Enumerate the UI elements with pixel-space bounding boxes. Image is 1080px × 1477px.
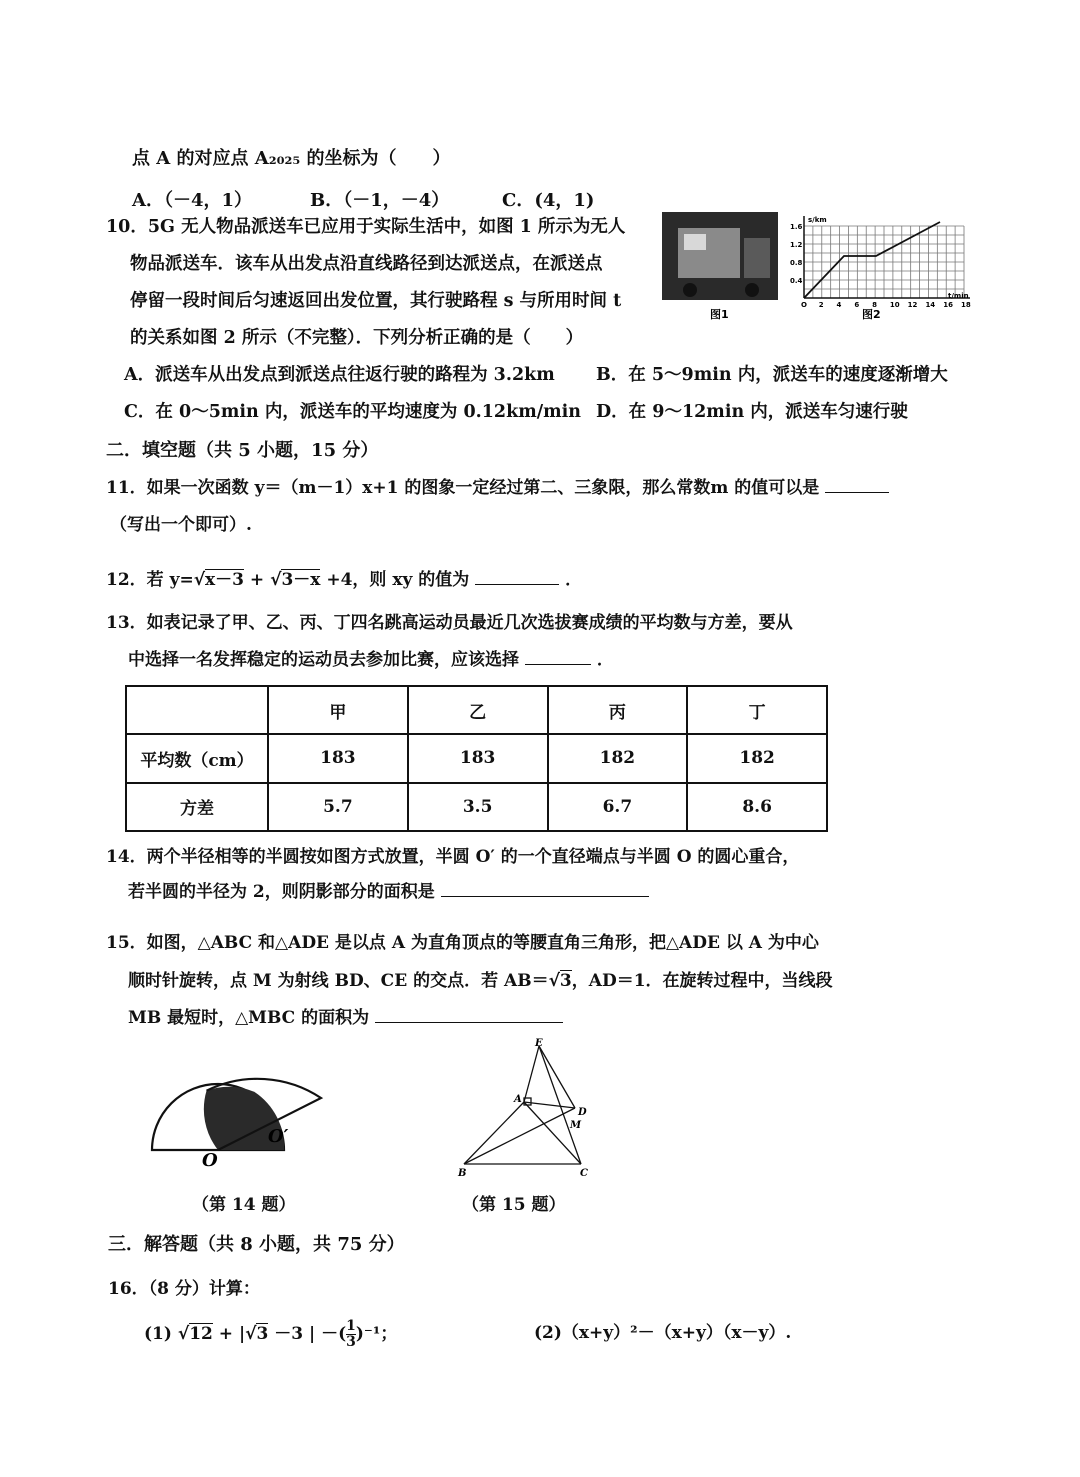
table-cell: 183 — [408, 734, 548, 782]
table-header-row — [126, 686, 827, 734]
q12-radicand-1: x－3 — [205, 570, 245, 590]
q10-fig2-label: 图2 — [862, 308, 881, 321]
q12-answer-blank[interactable] — [475, 568, 559, 585]
q10-option-d: D．在 9～12min 内，派送车匀速行驶 — [596, 402, 908, 422]
q11-line-1 — [106, 476, 889, 499]
q9-stem: 点 A 的对应点 A₂₀₂₅ 的坐标为（ ） — [132, 148, 451, 169]
x-unit: t/min — [948, 292, 969, 300]
table-header-cell: 丙 — [548, 686, 688, 734]
q16-part-2: (2)（x+y）²－（x+y）（x－y）. — [534, 1323, 792, 1343]
q11-line-2: （写出一个即可）. — [110, 515, 252, 535]
sqrt-sign-3: √ — [548, 971, 560, 991]
q16-mid: －3 | －( — [268, 1324, 347, 1344]
q15-caption: （第 15 题） — [462, 1195, 566, 1215]
q12-radicand-2: 3－x — [281, 570, 321, 590]
q10-line-3: 停留一段时间后匀速返回出发位置，其行驶路程 s 与所用时间 t — [130, 291, 622, 311]
q15-line-3 — [128, 1006, 563, 1029]
x-tick-label: 18 — [961, 301, 971, 309]
segment-ed — [539, 1046, 575, 1108]
label-o: O — [202, 1150, 218, 1170]
table-cell: 8.6 — [687, 783, 827, 831]
table-cell: 182 — [687, 734, 827, 782]
table-row — [126, 734, 827, 782]
segment-ac — [524, 1102, 581, 1164]
sqrt-sign-2: √ — [270, 570, 282, 590]
fraction-denominator: 3 — [346, 1334, 356, 1350]
label-b: B — [458, 1168, 467, 1179]
q9-option-c: C．(4，1) — [502, 190, 595, 211]
table-cell: 6.7 — [548, 783, 688, 831]
q9-option-a: A．（－4，1） — [132, 190, 253, 211]
q16-plus: + | — [212, 1324, 246, 1344]
x-tick-label: 10 — [889, 301, 900, 309]
segment-ea — [524, 1046, 539, 1102]
q13-line-2 — [128, 648, 614, 671]
segment-ad — [524, 1102, 575, 1108]
q10-line-4: 的关系如图 2 所示（不完整）．下列分析正确的是（ ） — [130, 328, 584, 348]
q12-suffix: +4，则 xy 的值为 — [320, 570, 470, 590]
segment-ab — [464, 1102, 524, 1164]
y-tick-label: 0.8 — [790, 259, 803, 267]
q16-radicand-2: 3 — [256, 1324, 269, 1344]
q13-score-table — [125, 685, 828, 832]
q13-text: 中选择一名发挥稳定的运动员去参加比赛，应该选择 — [128, 650, 519, 670]
q13-end: ． — [596, 650, 614, 670]
y-tick-label: 1.6 — [790, 223, 803, 231]
q15-text-b: ，AD＝1．在旋转过程中，当线段 — [571, 971, 833, 991]
q14-line-1: 14．两个半径相等的半圆按如图方式放置，半圆 O′ 的一个直径端点与半圆 O 的圆心重合， — [106, 847, 800, 867]
segment-bd — [464, 1108, 575, 1164]
table-header-cell: 乙 — [408, 686, 548, 734]
x-tick-label: 4 — [836, 301, 842, 309]
table-row-label: 平均数（cm） — [126, 734, 268, 782]
y-tick-label: 0.4 — [790, 277, 803, 285]
q12-end: ． — [565, 570, 583, 590]
q14-figure — [140, 1060, 340, 1170]
q10-option-c: C．在 0～5min 内，派送车的平均速度为 0.12km/min — [124, 402, 581, 422]
q10-figure-2-graph — [790, 212, 980, 324]
table-cell: 183 — [268, 734, 408, 782]
q10-fig1-label: 图1 — [710, 308, 729, 321]
fraction-numerator: 1 — [346, 1318, 356, 1334]
q16-end: )⁻¹； — [355, 1324, 398, 1344]
table-cell: 5.7 — [268, 783, 408, 831]
label-c: C — [580, 1168, 588, 1179]
fraction-one-third — [346, 1319, 356, 1350]
q10-line-2: 物品派送车．该车从出发点沿直线路径到达派送点，在派送点 — [130, 254, 603, 274]
table-row-label: 方差 — [126, 783, 268, 831]
q13-answer-blank[interactable] — [525, 648, 591, 665]
q14-caption: （第 14 题） — [192, 1195, 296, 1215]
x-tick-label: 12 — [907, 301, 918, 309]
label-a: A — [514, 1094, 522, 1105]
q12-plus: + — [244, 570, 271, 590]
q11-text: 11．如果一次函数 y＝（m－1）x+1 的图象一定经过第二、三象限，那么常数m 的值可以是 — [106, 478, 820, 498]
q16-radicand-1: 12 — [189, 1324, 213, 1344]
q14-text: 若半圆的半径为 2，则阴影部分的面积是 — [128, 882, 435, 902]
q10-figure-1-photo — [660, 210, 780, 322]
table-header-cell — [126, 686, 268, 734]
label-e: E — [535, 1038, 543, 1049]
table-row — [126, 783, 827, 831]
q16-part-1 — [144, 1318, 397, 1350]
q15-line-2 — [128, 970, 833, 992]
q15-radicand: 3 — [559, 971, 572, 991]
q13-line-1: 13．如表记录了甲、乙、丙、丁四名跳高运动员最近几次选拔赛成绩的平均数与方差，要从 — [106, 613, 793, 633]
table-header-cell: 甲 — [268, 686, 408, 734]
q15-line-1: 15．如图，△ABC 和△ADE 是以点 A 为直角顶点的等腰直角三角形，把△ADE 以 A 为中心 — [106, 933, 819, 953]
q16-p1-label: (1) — [144, 1324, 172, 1344]
x-tick-label: O — [801, 301, 807, 309]
y-unit: s/km — [808, 216, 827, 224]
q9-option-b: B．（－1，－4） — [310, 190, 450, 211]
q14-line-2 — [128, 880, 649, 903]
x-tick-label: 16 — [943, 301, 953, 309]
sqrt-sign-1: √ — [193, 570, 206, 590]
label-d: D — [578, 1107, 587, 1118]
q16-stem: 16．（8 分）计算： — [108, 1279, 260, 1299]
table-cell: 182 — [548, 734, 688, 782]
q10-option-a: A．派送车从出发点到派送点往返行驶的路程为 3.2km — [124, 365, 555, 385]
q11-answer-blank[interactable] — [825, 476, 889, 493]
sqrt-sign-4: √ — [177, 1324, 190, 1344]
q15-text: MB 最短时，△MBC 的面积为 — [128, 1008, 370, 1028]
label-o-prime: O′ — [268, 1126, 289, 1147]
q15-figure — [450, 1036, 610, 1182]
y-tick-label: 1.2 — [790, 241, 803, 249]
section-2-title: 二．填空题（共 5 小题，15 分） — [106, 440, 379, 461]
x-tick-label: 8 — [872, 301, 877, 309]
x-tick-label: 6 — [854, 301, 860, 309]
q10-option-b: B．在 5～9min 内，派送车的速度逐渐增大 — [596, 365, 948, 385]
q15-answer-blank[interactable] — [375, 1006, 563, 1023]
q14-answer-blank[interactable] — [441, 880, 649, 897]
label-m: M — [570, 1120, 582, 1131]
table-header-cell: 丁 — [687, 686, 827, 734]
table-cell: 3.5 — [408, 783, 548, 831]
x-tick-label: 14 — [925, 301, 936, 309]
x-tick-label: 2 — [818, 301, 824, 309]
section-3-title: 三．解答题（共 8 小题，共 75 分） — [108, 1234, 405, 1255]
q10-line-1: 10．5G 无人物品派送车已应用于实际生活中，如图 1 所示为无人 — [106, 217, 626, 237]
q15-text-a: 顺时针旋转，点 M 为射线 BD、CE 的交点．若 AB＝ — [128, 971, 549, 991]
q12-line — [106, 568, 582, 591]
sqrt-sign-5: √ — [245, 1324, 257, 1344]
q12-prefix: 12．若 y= — [106, 570, 194, 590]
